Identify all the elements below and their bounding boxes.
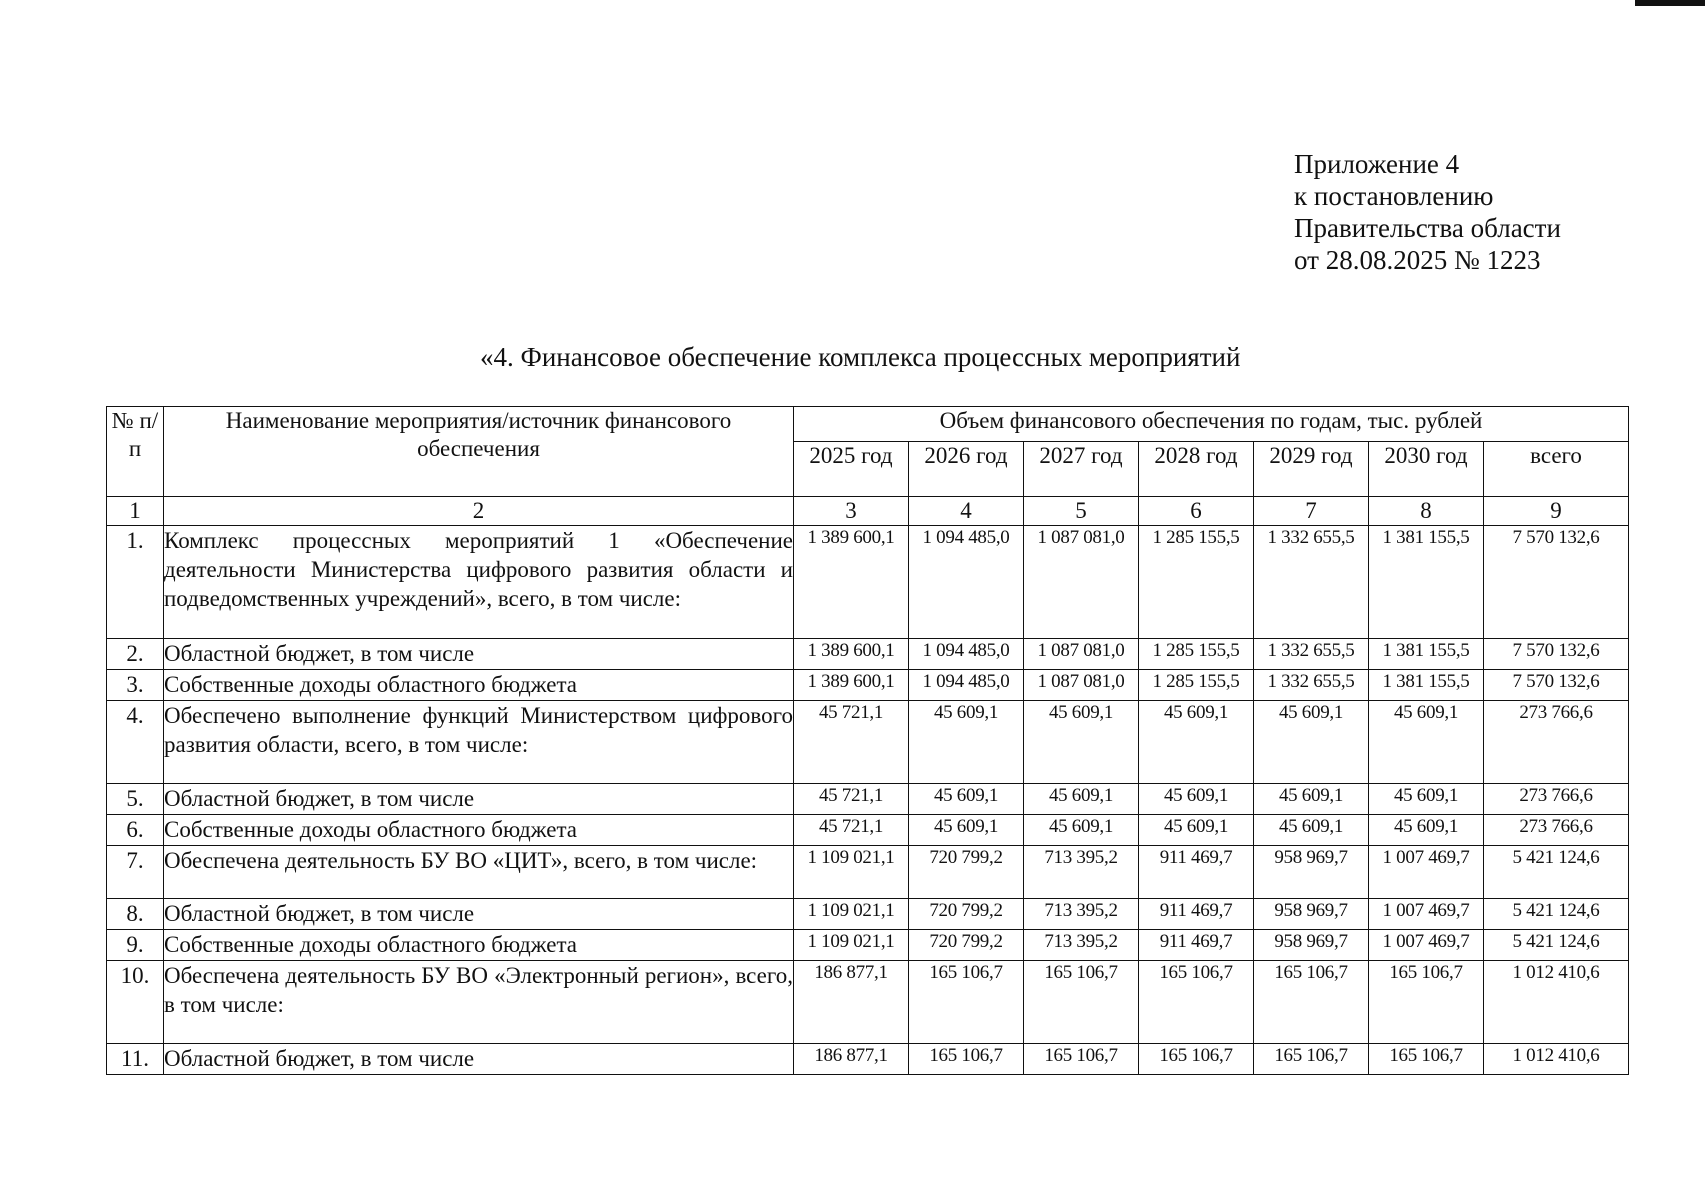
appendix-line: Приложение 4 bbox=[1294, 149, 1460, 179]
year-value: 45 609,1 bbox=[1254, 701, 1369, 784]
year-value: 45 609,1 bbox=[1024, 815, 1139, 846]
total-value: 5 421 124,6 bbox=[1484, 846, 1629, 899]
header-year: 2026 год bbox=[909, 442, 1024, 497]
year-value: 1 381 155,5 bbox=[1369, 639, 1484, 670]
year-value: 165 106,7 bbox=[1139, 961, 1254, 1044]
header-year: 2025 год bbox=[794, 442, 909, 497]
total-value: 273 766,6 bbox=[1484, 815, 1629, 846]
year-value: 1 285 155,5 bbox=[1139, 639, 1254, 670]
year-value: 911 469,7 bbox=[1139, 846, 1254, 899]
year-value: 165 106,7 bbox=[1254, 961, 1369, 1044]
total-value: 273 766,6 bbox=[1484, 784, 1629, 815]
year-value: 1 389 600,1 bbox=[794, 526, 909, 639]
year-value: 45 609,1 bbox=[909, 701, 1024, 784]
header-year: 2027 год bbox=[1024, 442, 1139, 497]
column-number: 8 bbox=[1369, 497, 1484, 526]
year-value: 1 381 155,5 bbox=[1369, 670, 1484, 701]
header-year: 2029 год bbox=[1254, 442, 1369, 497]
measure-name: Областной бюджет, в том числе bbox=[164, 899, 794, 930]
total-value: 7 570 132,6 bbox=[1484, 670, 1629, 701]
year-value: 45 721,1 bbox=[794, 784, 909, 815]
column-number: 9 bbox=[1484, 497, 1629, 526]
year-value: 45 721,1 bbox=[794, 701, 909, 784]
column-number: 7 bbox=[1254, 497, 1369, 526]
measure-name: Областной бюджет, в том числе bbox=[164, 639, 794, 670]
measure-name: Собственные доходы областного бюджета bbox=[164, 670, 794, 701]
year-value: 1 087 081,0 bbox=[1024, 639, 1139, 670]
measure-name: Обеспечена деятельность БУ ВО «ЦИТ», всего, в том числе: bbox=[164, 846, 794, 899]
year-value: 1 332 655,5 bbox=[1254, 639, 1369, 670]
header-year: 2030 год bbox=[1369, 442, 1484, 497]
column-number: 4 bbox=[909, 497, 1024, 526]
year-value: 713 395,2 bbox=[1024, 846, 1139, 899]
total-value: 5 421 124,6 bbox=[1484, 899, 1629, 930]
year-value: 720 799,2 bbox=[909, 899, 1024, 930]
year-value: 1 094 485,0 bbox=[909, 526, 1024, 639]
page-corner-mark bbox=[1635, 0, 1705, 6]
row-number: 3. bbox=[107, 670, 164, 701]
year-value: 1 109 021,1 bbox=[794, 899, 909, 930]
table-row bbox=[107, 1044, 1629, 1075]
row-number: 1. bbox=[107, 526, 164, 639]
total-value: 7 570 132,6 bbox=[1484, 639, 1629, 670]
table-row bbox=[107, 639, 1629, 670]
year-value: 165 106,7 bbox=[1139, 1044, 1254, 1075]
year-value: 1 007 469,7 bbox=[1369, 930, 1484, 961]
year-value: 165 106,7 bbox=[909, 961, 1024, 1044]
year-value: 45 609,1 bbox=[1369, 784, 1484, 815]
row-number: 10. bbox=[107, 961, 164, 1044]
year-value: 165 106,7 bbox=[1369, 1044, 1484, 1075]
column-number: 2 bbox=[164, 497, 794, 526]
year-value: 1 087 081,0 bbox=[1024, 526, 1139, 639]
total-value: 1 012 410,6 bbox=[1484, 961, 1629, 1044]
year-value: 165 106,7 bbox=[1024, 961, 1139, 1044]
column-number: 5 bbox=[1024, 497, 1139, 526]
row-number: 4. bbox=[107, 701, 164, 784]
year-value: 1 381 155,5 bbox=[1369, 526, 1484, 639]
measure-name: Обеспечена деятельность БУ ВО «Электронный регион», всего, в том числе: bbox=[164, 961, 794, 1044]
table-row bbox=[107, 899, 1629, 930]
measure-name: Собственные доходы областного бюджета bbox=[164, 930, 794, 961]
year-value: 1 087 081,0 bbox=[1024, 670, 1139, 701]
row-number: 11. bbox=[107, 1044, 164, 1075]
year-value: 1 007 469,7 bbox=[1369, 899, 1484, 930]
year-value: 165 106,7 bbox=[1024, 1044, 1139, 1075]
table-row bbox=[107, 701, 1629, 784]
year-value: 45 609,1 bbox=[1139, 784, 1254, 815]
year-value: 45 609,1 bbox=[1024, 701, 1139, 784]
row-number: 6. bbox=[107, 815, 164, 846]
year-value: 1 389 600,1 bbox=[794, 670, 909, 701]
measure-name: Областной бюджет, в том числе bbox=[164, 1044, 794, 1075]
year-value: 911 469,7 bbox=[1139, 899, 1254, 930]
header-volume: Объем финансового обеспечения по годам, тыс. рублей bbox=[794, 407, 1629, 442]
financing-table bbox=[106, 406, 1629, 1075]
year-value: 165 106,7 bbox=[909, 1044, 1024, 1075]
year-value: 186 877,1 bbox=[794, 961, 909, 1044]
year-value: 1 109 021,1 bbox=[794, 846, 909, 899]
year-value: 1 094 485,0 bbox=[909, 670, 1024, 701]
year-value: 165 106,7 bbox=[1254, 1044, 1369, 1075]
row-number: 2. bbox=[107, 639, 164, 670]
year-value: 165 106,7 bbox=[1369, 961, 1484, 1044]
row-number: 7. bbox=[107, 846, 164, 899]
total-value: 273 766,6 bbox=[1484, 701, 1629, 784]
year-value: 713 395,2 bbox=[1024, 930, 1139, 961]
year-value: 45 609,1 bbox=[1369, 701, 1484, 784]
total-value: 7 570 132,6 bbox=[1484, 526, 1629, 639]
table-row bbox=[107, 670, 1629, 701]
table-row bbox=[107, 526, 1629, 639]
year-value: 720 799,2 bbox=[909, 846, 1024, 899]
year-value: 45 609,1 bbox=[1254, 815, 1369, 846]
year-value: 958 969,7 bbox=[1254, 930, 1369, 961]
appendix-line: Правительства области bbox=[1294, 213, 1561, 243]
table-row bbox=[107, 815, 1629, 846]
year-value: 1 332 655,5 bbox=[1254, 670, 1369, 701]
year-value: 958 969,7 bbox=[1254, 846, 1369, 899]
column-number: 1 bbox=[107, 497, 164, 526]
year-value: 45 609,1 bbox=[1139, 815, 1254, 846]
header-year: 2028 год bbox=[1139, 442, 1254, 497]
year-value: 45 609,1 bbox=[1254, 784, 1369, 815]
appendix-line: к постановлению bbox=[1294, 181, 1494, 211]
appendix-block bbox=[1294, 148, 1561, 276]
year-value: 1 389 600,1 bbox=[794, 639, 909, 670]
table-row bbox=[107, 930, 1629, 961]
total-value: 1 012 410,6 bbox=[1484, 1044, 1629, 1075]
year-value: 1 094 485,0 bbox=[909, 639, 1024, 670]
year-value: 45 721,1 bbox=[794, 815, 909, 846]
year-value: 1 007 469,7 bbox=[1369, 846, 1484, 899]
measure-name: Собственные доходы областного бюджета bbox=[164, 815, 794, 846]
appendix-line: от 28.08.2025 № 1223 bbox=[1294, 245, 1541, 275]
year-value: 1 109 021,1 bbox=[794, 930, 909, 961]
year-value: 45 609,1 bbox=[909, 784, 1024, 815]
header-year: всего bbox=[1484, 442, 1629, 497]
year-value: 45 609,1 bbox=[909, 815, 1024, 846]
column-number: 3 bbox=[794, 497, 909, 526]
row-number: 9. bbox=[107, 930, 164, 961]
year-value: 1 285 155,5 bbox=[1139, 526, 1254, 639]
table-row bbox=[107, 784, 1629, 815]
measure-name: Комплекс процессных мероприятий 1 «Обеспечение деятельности Министерства цифрового развития области и подведомственных учреждений», всего, в том числе: bbox=[164, 526, 794, 639]
header-row-number: № п/п bbox=[107, 407, 164, 497]
table-row bbox=[107, 846, 1629, 899]
section-title: «4. Финансовое обеспечение комплекса процессных мероприятий bbox=[480, 342, 1241, 372]
year-value: 713 395,2 bbox=[1024, 899, 1139, 930]
year-value: 45 609,1 bbox=[1024, 784, 1139, 815]
table-row bbox=[107, 961, 1629, 1044]
year-value: 1 332 655,5 bbox=[1254, 526, 1369, 639]
row-number: 8. bbox=[107, 899, 164, 930]
measure-name: Обеспечено выполнение функций Министерством цифрового развития области, всего, в том числе: bbox=[164, 701, 794, 784]
year-value: 911 469,7 bbox=[1139, 930, 1254, 961]
header-measure-name: Наименование мероприятия/источник финансового обеспечения bbox=[164, 407, 794, 497]
year-value: 1 285 155,5 bbox=[1139, 670, 1254, 701]
column-number: 6 bbox=[1139, 497, 1254, 526]
row-number: 5. bbox=[107, 784, 164, 815]
year-value: 45 609,1 bbox=[1369, 815, 1484, 846]
measure-name: Областной бюджет, в том числе bbox=[164, 784, 794, 815]
year-value: 958 969,7 bbox=[1254, 899, 1369, 930]
year-value: 45 609,1 bbox=[1139, 701, 1254, 784]
year-value: 186 877,1 bbox=[794, 1044, 909, 1075]
year-value: 720 799,2 bbox=[909, 930, 1024, 961]
total-value: 5 421 124,6 bbox=[1484, 930, 1629, 961]
